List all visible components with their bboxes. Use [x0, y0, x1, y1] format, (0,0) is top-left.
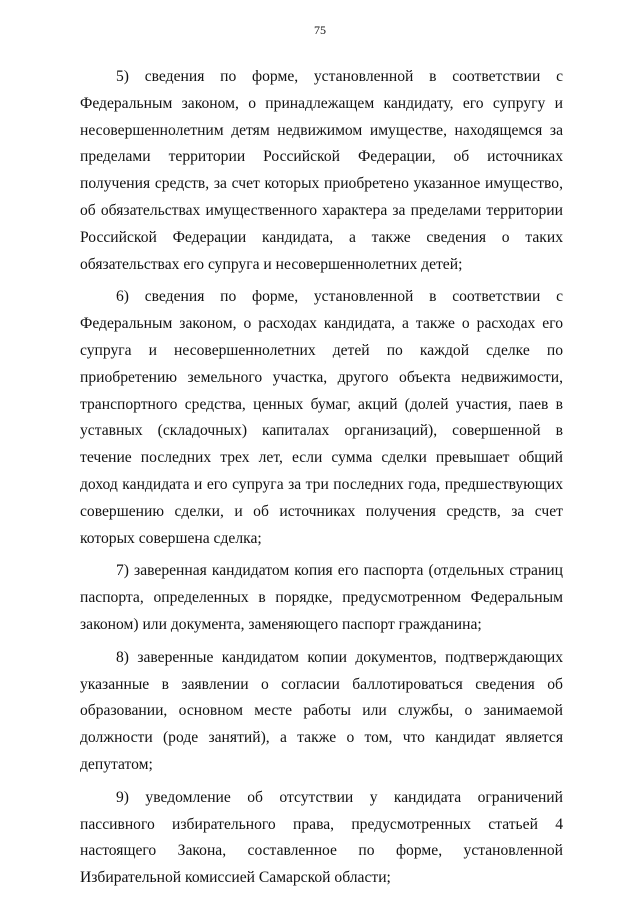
list-item-6: 6) сведения по форме, установленной в соответствии с Федеральным законом, о расходах кандидата, а также о расходах его супруга и несовершеннолетних детей по каждой сделке по приобретению земельного участка, другого объекта недвижимости, транспортного средства, ценных бумаг, акций (долей участия, паев в уставных (складочных) капиталах организаций), совершенной в течение последних трех лет, если сумма сделки превышает общий доход кандидата и его супруга за три последних года, предшествующих совершению сделки, и об источниках получения средств, за счет которых совершена сделка; — [80, 288, 563, 547]
list-item-8: 8) заверенные кандидатом копии документов, подтверждающих указанные в заявлении о согласии баллотироваться сведения об образовании, основном месте работы или службы, о занимаемой должности (роде занятий), а также о том, что кандидат является депутатом; — [80, 648, 563, 773]
list-item-5: 5) сведения по форме, установленной в соответствии с Федеральным законом, о принадлежащем кандидату, его супругу и несовершеннолетним детям недвижимом имуществе, находящемся за пределами территории Российской Федерации, об источниках получения средств, за счет которых приобретено указанное имущество, об обязательствах имущественного характера за пределами территории Российской Федерации кандидата, а также сведения о таких обязательствах его супруга и несовершеннолетних детей; — [80, 68, 563, 273]
page-number: 75 — [314, 23, 326, 37]
list-item-7: 7) заверенная кандидатом копия его паспорта (отдельных страниц паспорта, определенных в порядке, предусмотренном Федеральным законом) или документа, заменяющего паспорт гражданина; — [80, 562, 563, 633]
list-item-9: 9) уведомление об отсутствии у кандидата ограничений пассивного избирательного права, предусмотренных статьей 4 настоящего Закона, составленное по форме, установленной Избирательной комиссией Самарской области; — [80, 788, 563, 887]
document-body — [80, 64, 563, 898]
